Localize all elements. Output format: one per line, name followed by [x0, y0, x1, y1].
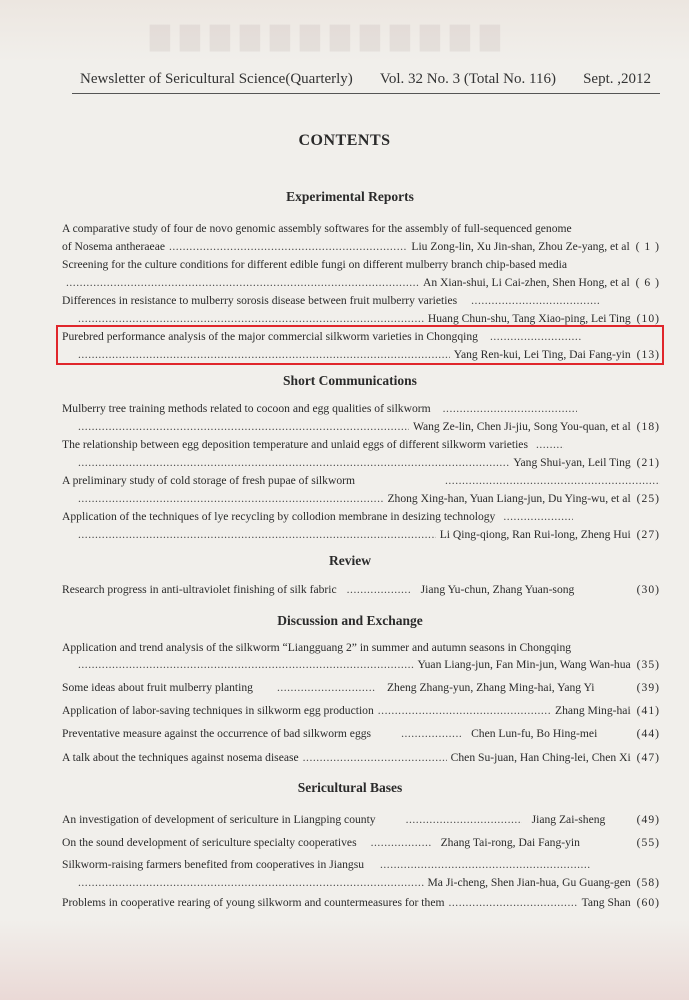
- leader-dots: [78, 874, 424, 892]
- toc-authors: Jiang Zai-sheng: [531, 813, 606, 826]
- toc-title-cont: of Nosema antheraeae: [62, 240, 165, 253]
- toc-entry-line: [62, 749, 660, 767]
- toc-title: Differences in resistance to mulberry sorosis disease between fruit mulberry varieties: [62, 294, 458, 307]
- toc-entry-line: [62, 834, 660, 852]
- toc-page-number: (47): [636, 751, 660, 764]
- issue-info: Vol. 32 No. 3 (Total No. 116): [379, 71, 556, 87]
- leader-dots: [443, 400, 577, 418]
- toc-entry-line: [74, 526, 660, 544]
- toc-authors: Wang Ze-lin, Chen Ji-jiu, Song You-quan, et al: [412, 420, 631, 433]
- running-header: [80, 71, 651, 88]
- toc-authors: Huang Chun-shu, Tang Xiao-ping, Lei Ting: [427, 312, 631, 325]
- toc-page-number: ( 1 ): [635, 240, 660, 253]
- leader-dots: [445, 472, 660, 490]
- toc-title-line: [62, 292, 660, 310]
- leader-dots: [347, 581, 411, 599]
- toc-entry-line: [74, 874, 660, 892]
- toc-entry-line: [62, 894, 660, 912]
- toc-page-number: (27): [636, 528, 660, 541]
- toc-entry-line: [62, 811, 660, 829]
- leader-dots: [78, 490, 383, 508]
- toc-page-number: (25): [636, 492, 660, 505]
- section-heading-experimental-reports: Experimental Reports: [286, 189, 414, 204]
- toc-page-number: (49): [636, 813, 660, 826]
- toc-page-number: (41): [636, 704, 660, 717]
- toc-title-line: [62, 436, 660, 454]
- toc-authors: Chen Lun-fu, Bo Hing-mei: [471, 727, 598, 740]
- toc-authors: An Xian-shui, Li Cai-zhen, Shen Hong, et al: [422, 276, 630, 289]
- toc-authors: Zheng Zhang-yun, Zhang Ming-hai, Yang Yi: [386, 681, 595, 694]
- toc-authors: Zhang Tai-rong, Dai Fang-yin: [440, 836, 580, 849]
- toc-page-number: (21): [636, 456, 660, 469]
- leader-dots: [78, 656, 414, 674]
- toc-title: An investigation of development of sericulture in Liangping county: [62, 813, 376, 826]
- toc-title-line: [62, 400, 660, 418]
- toc-title: Purebred performance analysis of the major commercial silkworm varieties in Chongqing: [62, 330, 478, 343]
- contents-title: CONTENTS: [298, 132, 391, 149]
- toc-entry-line: [74, 490, 660, 508]
- toc-title: Application of labor-saving techniques in silkworm egg production: [62, 704, 374, 717]
- toc-page-number: (10): [636, 312, 660, 325]
- toc-authors: Liu Zong-lin, Xu Jin-shan, Zhou Ze-yang, et al: [411, 240, 630, 253]
- top-bleed: [0, 0, 689, 62]
- toc-entry-line: [62, 274, 660, 292]
- toc-authors: Yuan Liang-jun, Fan Min-jun, Wang Wan-hua: [417, 658, 631, 671]
- journal-name: Newsletter of Sericultural Science(Quarterly): [80, 71, 353, 87]
- leader-dots: [66, 274, 419, 292]
- toc-title-line: [62, 856, 660, 874]
- leader-dots: [380, 856, 590, 874]
- toc-page-number: (13): [636, 348, 660, 361]
- leader-dots: [471, 292, 601, 310]
- toc-page-number: (30): [636, 583, 660, 596]
- toc-authors: Zhong Xing-han, Yuan Liang-jun, Du Ying-wu, et al: [387, 492, 631, 505]
- toc-title-line: Screening for the culture conditions for different edible fungi on different mulberry branch chip-based media: [62, 258, 568, 271]
- toc-title: On the sound development of sericulture specialty cooperatives: [62, 836, 357, 849]
- toc-page-number: (60): [636, 896, 660, 909]
- issue-date: Sept. ,2012: [583, 71, 651, 87]
- toc-authors: Jiang Yu-chun, Zhang Yuan-song: [420, 583, 575, 596]
- toc-page-number: (55): [636, 836, 660, 849]
- toc-authors: Zhang Ming-hai: [555, 704, 631, 717]
- toc-authors: Yang Ren-kui, Lei Ting, Dai Fang-yin: [453, 348, 631, 361]
- leader-dots: [406, 811, 522, 829]
- toc-page-number: (35): [636, 658, 660, 671]
- toc-page-number: (44): [636, 727, 660, 740]
- leader-dots: [449, 894, 578, 912]
- header-rule: [72, 93, 660, 94]
- highlight-box: [56, 325, 664, 365]
- toc-title: Application of the techniques of lye recycling by collodion membrane in desizing technology: [62, 510, 496, 523]
- leader-dots: [503, 508, 573, 526]
- section-heading-discussion-exchange: Discussion and Exchange: [277, 613, 423, 628]
- leader-dots: [78, 418, 409, 436]
- leader-dots: [169, 238, 407, 256]
- toc-page-number: (58): [636, 876, 660, 889]
- toc-entry-line: [62, 725, 660, 743]
- toc-entry-line: [62, 702, 660, 720]
- toc-entry-line: [74, 418, 660, 436]
- toc-title: Silkworm-raising farmers benefited from cooperatives in Jiangsu: [62, 858, 364, 871]
- toc-authors: Yang Shui-yan, Leil Ting: [513, 456, 631, 469]
- show-through-text: ▇▇▇▇▇▇▇▇▇▇▇▇: [150, 22, 510, 52]
- toc-authors: Tang Shan: [581, 896, 631, 909]
- toc-title: Research progress in anti-ultraviolet finishing of silk fabric: [62, 583, 337, 596]
- leader-dots: [277, 679, 375, 697]
- toc-authors: Ma Ji-cheng, Shen Jian-hua, Gu Guang-gen: [427, 876, 631, 889]
- leader-dots: [303, 749, 447, 767]
- toc-title-line: [62, 472, 660, 490]
- toc-authors: Chen Su-juan, Han Ching-lei, Chen Xi: [450, 751, 631, 764]
- toc-title: Problems in cooperative rearing of young silkworm and countermeasures for them: [62, 896, 445, 909]
- toc-entry-line: [74, 656, 660, 674]
- toc-title-line: A comparative study of four de novo genomic assembly softwares for the assembly of full-sequenced genome: [62, 222, 572, 235]
- leader-dots: [378, 702, 551, 720]
- toc-entry-line: [74, 454, 660, 472]
- section-heading-review: Review: [329, 553, 371, 568]
- toc-title: Mulberry tree training methods related to cocoon and egg qualities of silkworm: [62, 402, 431, 415]
- leader-dots: [78, 454, 509, 472]
- toc-page-number: (18): [636, 420, 660, 433]
- toc-authors: Li Qing-qiong, Ran Rui-long, Zheng Hui: [439, 528, 631, 541]
- section-heading-sericultural-bases: Sericultural Bases: [297, 780, 403, 795]
- toc-page-number: (39): [636, 681, 660, 694]
- toc-title: A talk about the techniques against nosema disease: [62, 751, 299, 764]
- toc-entry-line: [62, 238, 660, 256]
- toc-page-number: ( 6 ): [635, 276, 660, 289]
- leader-dots: [78, 526, 436, 544]
- toc-title-line: [62, 508, 660, 526]
- toc-title: A preliminary study of cold storage of fresh pupae of silkworm: [62, 474, 355, 487]
- toc-title: The relationship between egg deposition temperature and unlaid eggs of different silkworm varieties: [62, 438, 528, 451]
- bottom-bleed: [0, 920, 689, 1000]
- toc-entry-line: [62, 581, 660, 599]
- toc-title-line: Application and trend analysis of the silkworm “Liangguang 2” in summer and autumn seasons in Chongqing: [62, 641, 572, 654]
- toc-title: Some ideas about fruit mulberry planting: [62, 681, 253, 694]
- leader-dots: [371, 834, 431, 852]
- section-heading-short-communications: Short Communications: [283, 373, 417, 388]
- toc-title: Preventative measure against the occurrence of bad silkworm eggs: [62, 727, 372, 740]
- leader-dots: [401, 725, 461, 743]
- leader-dots: [536, 436, 564, 454]
- toc-entry-line: [62, 679, 660, 697]
